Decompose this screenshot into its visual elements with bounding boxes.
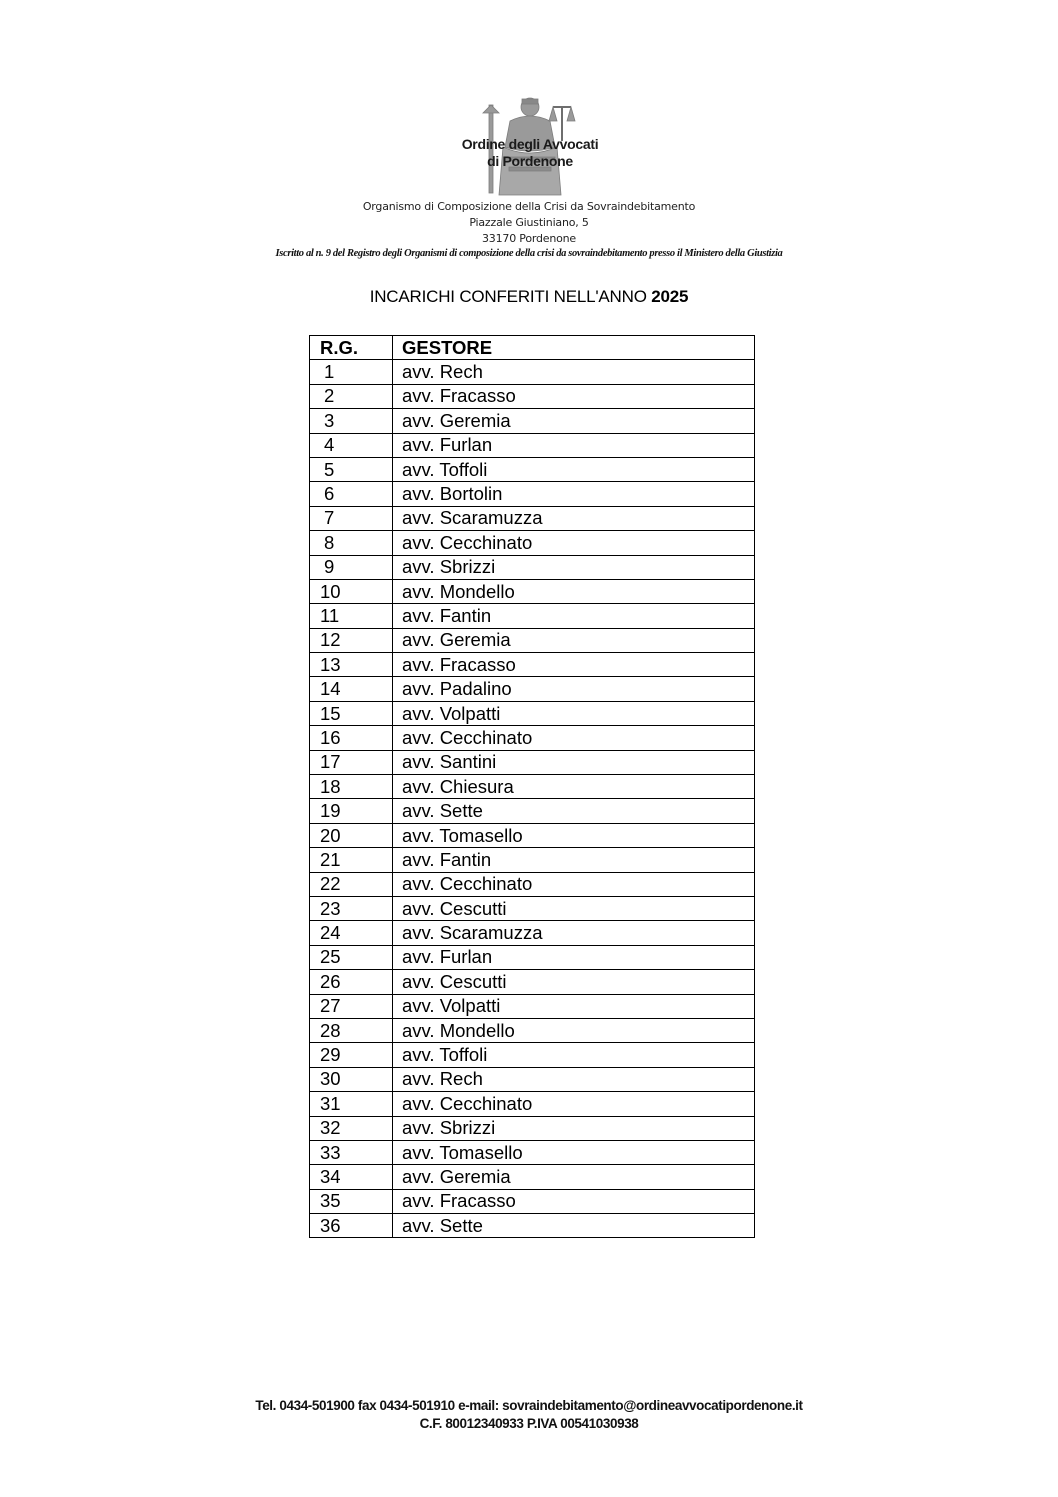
- rg-number: 34: [310, 1165, 393, 1189]
- title-prefix: INCARICHI CONFERITI NELL'ANNO: [369, 287, 652, 306]
- rg-number: 29: [310, 1043, 393, 1067]
- rg-number: 10: [310, 579, 393, 603]
- gestore-name: avv. Volpatti: [393, 701, 755, 725]
- gestore-name: avv. Rech: [393, 360, 755, 384]
- table-row: [310, 433, 755, 457]
- rg-number: 23: [310, 896, 393, 920]
- table-row: [310, 970, 755, 994]
- gestore-name: avv. Furlan: [393, 433, 755, 457]
- footer-tax-ids: C.F. 80012340933 P.IVA 00541030938: [419, 1416, 639, 1431]
- gestore-name: avv. Cecchinato: [393, 531, 755, 555]
- rg-number: 18: [310, 775, 393, 799]
- table-row: [310, 1018, 755, 1042]
- organization-name: Organismo di Composizione della Crisi da Sovraindebitamento: [362, 200, 696, 213]
- gestore-name: avv. Fracasso: [393, 653, 755, 677]
- table-row: [310, 1043, 755, 1067]
- gestore-name: avv. Sette: [393, 799, 755, 823]
- rg-number: 3: [310, 409, 393, 433]
- table-row: [310, 604, 755, 628]
- logo-name-line2: di Pordenone: [487, 153, 573, 169]
- table-row: [310, 1214, 755, 1238]
- gestore-name: avv. Rech: [393, 1067, 755, 1091]
- gestore-name: avv. Cecchinato: [393, 726, 755, 750]
- rg-number: 11: [310, 604, 393, 628]
- table-row: [310, 579, 755, 603]
- address-city: 33170 Pordenone: [482, 232, 576, 245]
- rg-number: 33: [310, 1140, 393, 1164]
- rg-number: 1: [310, 360, 393, 384]
- gestore-name: avv. Volpatti: [393, 994, 755, 1018]
- table-row: [310, 921, 755, 945]
- table-row: [310, 1067, 755, 1091]
- gestore-name: avv. Mondello: [393, 579, 755, 603]
- rg-number: 28: [310, 1018, 393, 1042]
- rg-number: 12: [310, 628, 393, 652]
- table-row: [310, 726, 755, 750]
- rg-number: 6: [310, 482, 393, 506]
- table-row: [310, 994, 755, 1018]
- gestore-name: avv. Fantin: [393, 848, 755, 872]
- table-row: [310, 872, 755, 896]
- rg-number: 24: [310, 921, 393, 945]
- table-row: [310, 775, 755, 799]
- gestore-name: avv. Scaramuzza: [393, 506, 755, 530]
- gestore-name: avv. Cecchinato: [393, 872, 755, 896]
- gestore-name: avv. Scaramuzza: [393, 921, 755, 945]
- address-street: Piazzale Giustiniano, 5: [469, 216, 589, 229]
- rg-number: 17: [310, 750, 393, 774]
- document-title: [0, 287, 1058, 307]
- rg-number: 20: [310, 823, 393, 847]
- header-gestore: GESTORE: [393, 336, 755, 360]
- table-row: [310, 1189, 755, 1213]
- table-row: [310, 482, 755, 506]
- table-row: [310, 823, 755, 847]
- rg-number: 22: [310, 872, 393, 896]
- gestore-name: avv. Fantin: [393, 604, 755, 628]
- rg-number: 35: [310, 1189, 393, 1213]
- table-row: [310, 555, 755, 579]
- rg-number: 16: [310, 726, 393, 750]
- rg-number: 7: [310, 506, 393, 530]
- gestore-name: avv. Geremia: [393, 409, 755, 433]
- gestore-name: avv. Cecchinato: [393, 1092, 755, 1116]
- gestore-name: avv. Sette: [393, 1214, 755, 1238]
- gestore-name: avv. Geremia: [393, 628, 755, 652]
- logo-name-line1: Ordine degli Avvocati: [461, 136, 599, 152]
- rg-number: 26: [310, 970, 393, 994]
- gestore-name: avv. Chiesura: [393, 775, 755, 799]
- rg-number: 32: [310, 1116, 393, 1140]
- table-row: [310, 384, 755, 408]
- rg-number: 30: [310, 1067, 393, 1091]
- rg-number: 36: [310, 1214, 393, 1238]
- table-row: [310, 701, 755, 725]
- gestore-name: avv. Santini: [393, 750, 755, 774]
- rg-number: 31: [310, 1092, 393, 1116]
- table-row: [310, 409, 755, 433]
- rg-number: 5: [310, 457, 393, 481]
- gestore-name: avv. Bortolin: [393, 482, 755, 506]
- gestore-name: avv. Fracasso: [393, 384, 755, 408]
- gestore-name: avv. Fracasso: [393, 1189, 755, 1213]
- table-row: [310, 360, 755, 384]
- table-row: [310, 653, 755, 677]
- table-row: [310, 1092, 755, 1116]
- header-rg: R.G.: [310, 336, 393, 360]
- gestore-name: avv. Toffoli: [393, 1043, 755, 1067]
- rg-number: 14: [310, 677, 393, 701]
- table-row: [310, 677, 755, 701]
- table-row: [310, 1140, 755, 1164]
- rg-number: 2: [310, 384, 393, 408]
- gestore-name: avv. Tomasello: [393, 1140, 755, 1164]
- footer-contacts: Tel. 0434-501900 fax 0434-501910 e-mail: sovraindebitamento@ordineavvocatipordenone.it: [255, 1398, 803, 1413]
- table-row: [310, 799, 755, 823]
- gestore-name: avv. Sbrizzi: [393, 1116, 755, 1140]
- gestore-name: avv. Sbrizzi: [393, 555, 755, 579]
- rg-number: 15: [310, 701, 393, 725]
- table-row: [310, 896, 755, 920]
- gestore-name: avv. Padalino: [393, 677, 755, 701]
- rg-number: 4: [310, 433, 393, 457]
- title-year: 2025: [651, 287, 689, 306]
- assignments-table: [309, 335, 755, 1238]
- registration-note: Iscritto al n. 9 del Registro degli Organismi di composizione della crisi da sovraindebitamento presso il Ministero della Giustizia: [275, 248, 783, 259]
- gestore-name: avv. Cescutti: [393, 896, 755, 920]
- rg-number: 21: [310, 848, 393, 872]
- gestore-name: avv. Toffoli: [393, 457, 755, 481]
- table-row: [310, 628, 755, 652]
- gestore-name: avv. Tomasello: [393, 823, 755, 847]
- table-row: [310, 506, 755, 530]
- table-row: [310, 848, 755, 872]
- table-row: [310, 531, 755, 555]
- rg-number: 19: [310, 799, 393, 823]
- rg-number: 25: [310, 945, 393, 969]
- gestore-name: avv. Geremia: [393, 1165, 755, 1189]
- table-header-row: [310, 336, 755, 360]
- rg-number: 9: [310, 555, 393, 579]
- table-row: [310, 1165, 755, 1189]
- rg-number: 8: [310, 531, 393, 555]
- gestore-name: avv. Cescutti: [393, 970, 755, 994]
- table-row: [310, 1116, 755, 1140]
- table-row: [310, 945, 755, 969]
- rg-number: 27: [310, 994, 393, 1018]
- table-row: [310, 750, 755, 774]
- table-row: [310, 457, 755, 481]
- gestore-name: avv. Furlan: [393, 945, 755, 969]
- rg-number: 13: [310, 653, 393, 677]
- gestore-name: avv. Mondello: [393, 1018, 755, 1042]
